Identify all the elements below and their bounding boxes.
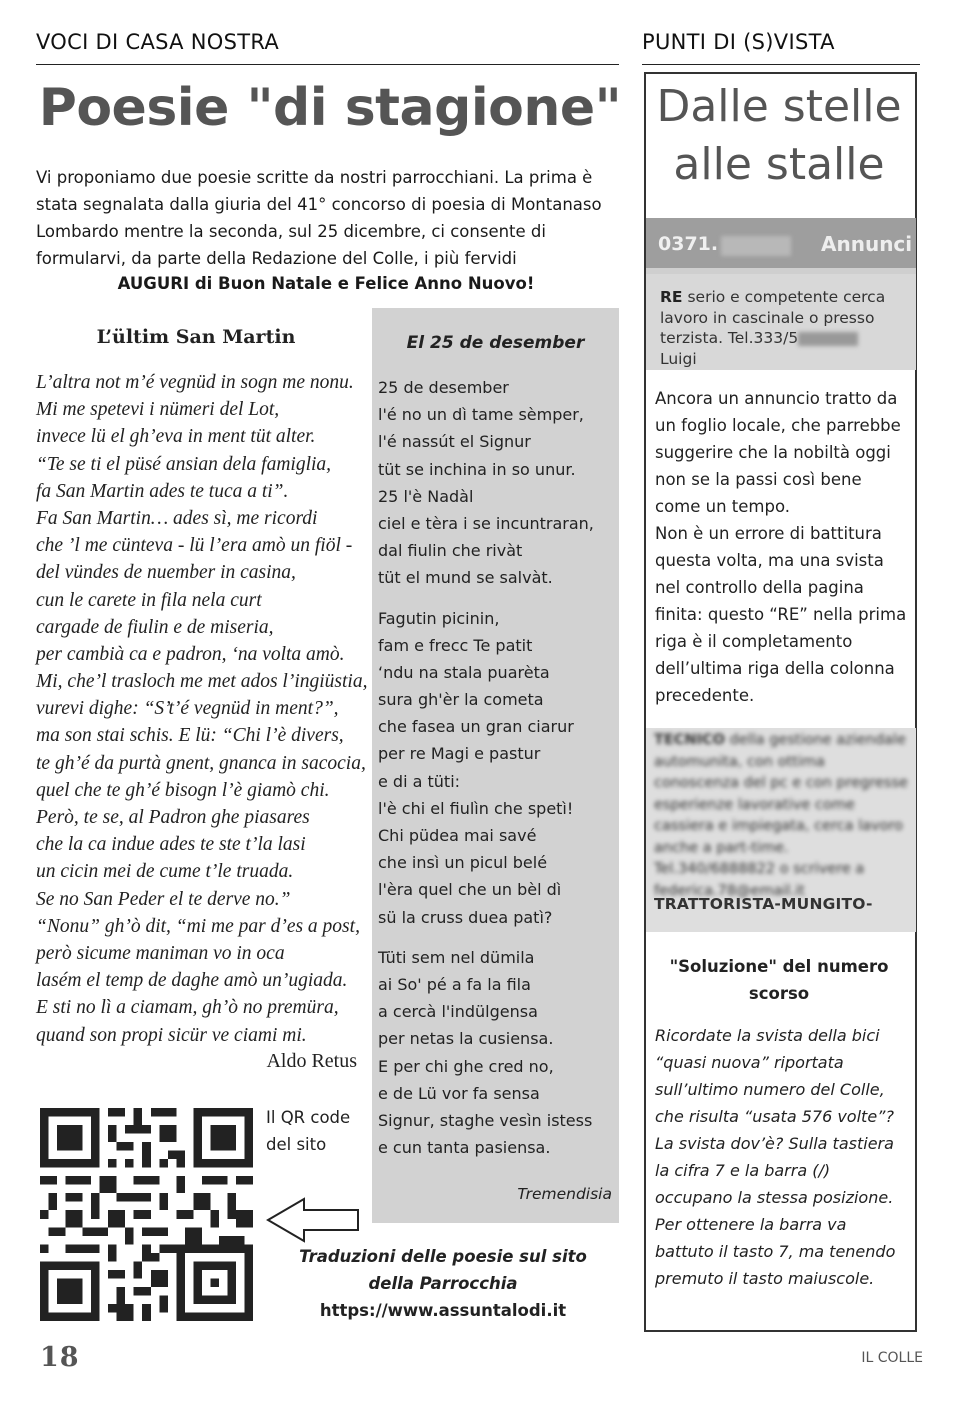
poem-line: l'é no un dì tame sèmper, [378, 405, 584, 425]
clipping-bold: TRATTORISTA-MUNGITO- [654, 895, 873, 913]
poem-line: un cicin mei de cume t’le truada. [36, 861, 294, 883]
poem-line: Tüti sem nel dümila [378, 947, 535, 967]
poem-line: che la ca indue ades te ste t’la lasi [36, 834, 306, 856]
poem-line: invece lü el gh’eva in ment tüt alter. [36, 426, 316, 448]
poem-line: quand son propi sicür ve ciami mi. [36, 1024, 307, 1046]
poem-line: e cun tanta pasiensa. [378, 1138, 551, 1158]
poem-line: e di a tüti: [378, 771, 461, 791]
poem-line: Chi püdea mai savé [378, 826, 537, 845]
header-rule [642, 64, 920, 65]
poem-line: sura gh'èr la cometa [378, 690, 544, 710]
poem-line: ciel e tèra i se incuntraran, [378, 513, 594, 533]
clipping-bold: RE [660, 288, 683, 306]
poem-line: ai So' pé a fa la fila [378, 974, 531, 994]
poem-line: Fa San Martin… ades sì, me ricordi [36, 507, 318, 529]
qr-caption: Il QR code del sito [266, 1108, 351, 1154]
poem-line: per re Magi e pastur [378, 744, 541, 764]
poem-body [378, 374, 616, 1161]
poem-line: l'è chi el fiulìn che spetì! [378, 798, 574, 818]
poem-line: fa San Martin ades te tuca a ti”. [36, 480, 289, 502]
sidebar-title-line: Dalle stelle [656, 81, 902, 132]
newspaper-clipping [646, 728, 916, 932]
poem-line: tüt se inchina in so unur. [378, 459, 576, 479]
poem-body [36, 369, 366, 1049]
poem-line: 25 l'è Nadàl [378, 486, 474, 506]
poem-line: e de Lü vor fa sensa [378, 1083, 540, 1103]
poem-line: cargade de fiulin e de miseria, [36, 616, 274, 638]
poem-line: lasém el temp de daghe amò un’ugiada. [36, 970, 348, 992]
sidebar-title-line: alle stalle [673, 139, 885, 190]
parish-website-link[interactable]: https://www.assuntalodi.it [319, 1301, 567, 1320]
poem-line: vurevi dighe: “S’t’é vegnüd in ment?”, [36, 698, 339, 720]
solution-text: Ricordate la svista della bici “quasi nuova” riportata sull’ultimo numero del Colle, che risulta “usata 576 volte”? La svista dov’è? Sulla tastiera la cifra 7 e la barra (/) occupano la stessa posizione. Per ottenere la barra va battuto il tasto 7, ma tenendo premuto il tasto maiuscole. [655, 1026, 896, 1288]
poem-line: Signur, staghe vesìn istess [378, 1110, 593, 1130]
clipping-section: Annunci [821, 232, 913, 256]
section-title: VOCI DI CASA NOSTRA [36, 30, 280, 54]
translations-line: della Parrocchia [368, 1274, 518, 1293]
clipping-phone: 0371. [658, 233, 719, 255]
poem-line: Mi me spetevi i nümeri del Lot, [36, 399, 280, 421]
solution-title: "Soluzione" del numero scorso [669, 957, 889, 1003]
poem-line: “Te se ti el püsé ansian dela famiglia, [36, 453, 332, 475]
poem-line: E per chi ghe cred no, [378, 1056, 554, 1076]
greeting: AUGURI di Buon Natale e Felice Anno Nuovo! [117, 274, 535, 293]
arrow-left-icon [266, 1196, 360, 1244]
poem-line: “Nonu” gh’ò dit, “mi me par d’es a post, [36, 915, 360, 937]
poem-title: El 25 de desember [406, 333, 585, 353]
poem-line: ma son stai schis. E lü: “Chi l’è divers, [36, 725, 344, 747]
sidebar-title [648, 78, 910, 194]
poem-line: te gh’é da purtà gnent, gnanca in sacocia, [36, 752, 366, 774]
poem-line: però sicume maniman vo in oca [36, 942, 285, 964]
header-rule [36, 64, 619, 65]
translations-line: Traduzioni delle poesie sul sito [299, 1247, 587, 1266]
translations-note [290, 1243, 596, 1324]
poem-line: Fagutin picinin, [378, 608, 500, 628]
newspaper-clipping [646, 218, 916, 370]
blurred-phone [798, 332, 858, 346]
poem-line: tüt el mund se salvàt. [378, 568, 553, 588]
poem-line: fam e frecc Te patit [378, 635, 533, 655]
poem-line: l'é nassút el Signur [378, 432, 531, 452]
poem-line: E sti no lì a ciamam, gh’ò no premüra, [36, 997, 339, 1019]
poem-line: dal fiulin che rivàt [378, 541, 523, 561]
poem-line: a cercà l'indülgensa [378, 1002, 538, 1022]
blurred-ad-text: TECNICO della gestione aziendale automunita, con ottima conoscenza del pc e con pregresse esperienze lavorative come cassiera e impiegata, cerca lavoro anche a part-time. Tel.340/6888822 o scrivere a federica.78@email.it [654, 732, 908, 899]
poem-line: quel che te gh’é bisogn l’è giamò chi. [36, 779, 330, 801]
poem-line: per netas la cusiensa. [378, 1029, 554, 1049]
poem-line: Se no San Peder el te derve no.” [36, 888, 291, 910]
sidebar-paragraph: Ancora un annuncio tratto da un foglio locale, che parrebbe suggerire che la nobiltà oggi non se la passi così bene come un tempo. [655, 389, 901, 516]
poem-line: L’altra not m’é vegnüd in sogn me nonu. [36, 372, 354, 393]
clipping-text: RE serio e competente cerca lavoro in cascinale o presso terzista. Tel.333/5 Luigi [660, 288, 886, 368]
poem-line: cun le carete in fila nela curt [36, 589, 262, 611]
poem-line: sü la cruss duea patì? [378, 907, 553, 927]
poem-author: Aldo Retus [266, 1050, 357, 1072]
magazine-name: IL COLLE [861, 1350, 923, 1366]
sidebar-body [655, 385, 910, 709]
sidebar-section-title: PUNTI DI (S)VISTA [642, 30, 835, 54]
article-intro: Vi proponiamo due poesie scritte da nostri parrocchiani. La prima è stata segnalata dalla giuria del 41° concorso di poesia di Montanaso Lombardo mentre la seconda, sul 25 dicembre, ci consente di formularvi, da parte della Redazione del Colle, i più fervidi [36, 168, 602, 268]
poem-line: Però, te se, al Padron ghe piasares [36, 807, 310, 828]
sidebar-paragraph: Non è un errore di battitura questa volta, ma una svista nel controllo della pagina finita: questo “RE” nella prima riga è il completamento dell’ultima riga della colonna precedente. [655, 524, 907, 705]
poem-line: che fasea un gran ciarur [378, 717, 574, 737]
poem-line: l'èra quel che un bèl dì [378, 880, 562, 900]
article-title: Poesie "di stagione" [38, 78, 622, 138]
poem-author: Tremendisia [517, 1185, 612, 1203]
poem-title: L’ültim San Martin [96, 326, 296, 348]
poem-line: Mi, che’l trasloch me met ados l’ingiüstia, [36, 671, 368, 693]
blurred-number [721, 236, 791, 256]
poem-line: che ’l me cünteva - lü l’era amò un fiöl - [36, 535, 353, 557]
poem-line: 25 de desember [378, 378, 509, 397]
poem-line: ‘ndu na stala puarèta [378, 662, 550, 682]
poem-line: per cambià ca e padron, ‘na volta amò. [36, 643, 345, 665]
qr-code-icon[interactable] [40, 1108, 253, 1321]
poem-line: del vündes de nuember in casina, [36, 562, 296, 584]
poem-line: che insì un picul belé [378, 853, 548, 873]
page-number: 18 [40, 1342, 80, 1373]
